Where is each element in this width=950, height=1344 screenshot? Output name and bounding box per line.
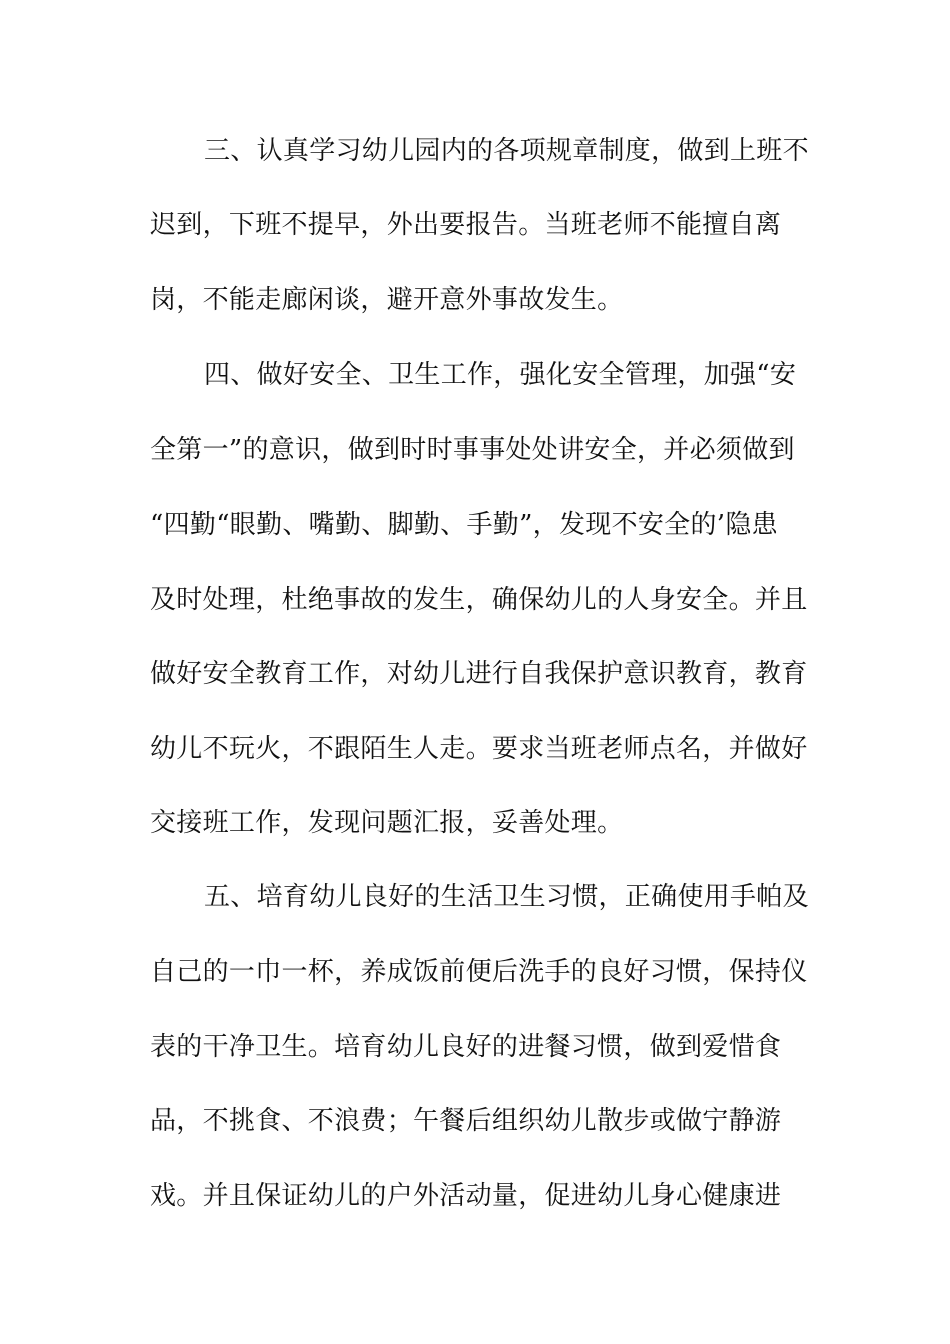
paragraph-line: 品，不挑食、不浪费；午餐后组织幼儿散步或做宁静游 [150, 1106, 782, 1136]
paragraph-line: 戏。并且保证幼儿的户外活动量，促进幼儿身心健康进 [150, 1181, 782, 1211]
paragraph-line: 迟到，下班不提早，外出要报告。当班老师不能擅自离 [150, 210, 782, 240]
paragraph-line: 全第一”的意识，做到时时事事处处讲安全，并必须做到 [150, 435, 795, 465]
paragraph-line: 岗，不能走廊闲谈，避开意外事故发生。 [150, 285, 624, 315]
paragraph-line: “四勤“眼勤、嘴勤、脚勤、手勤”，发现不安全的’隐患 [150, 510, 778, 540]
paragraph-line: 及时处理，杜绝事故的发生，确保幼儿的人身安全。并且 [150, 585, 808, 615]
paragraph-line: 自己的一巾一杯，养成饭前便后洗手的良好习惯，保持仪 [150, 957, 808, 987]
paragraph-line: 做好安全教育工作，对幼儿进行自我保护意识教育，教育 [150, 659, 808, 689]
paragraph-line: 五、培育幼儿良好的生活卫生习惯，正确使用手帕及 [204, 882, 809, 912]
paragraph-line: 表的干净卫生。培育幼儿良好的进餐习惯，做到爱惜食 [150, 1032, 782, 1062]
paragraph-line: 交接班工作，发现问题汇报，妥善处理。 [150, 808, 624, 838]
paragraph-line: 四、做好安全、卫生工作，强化安全管理，加强“安 [204, 360, 797, 390]
paragraph-line: 三、认真学习幼儿园内的各项规章制度，做到上班不 [204, 136, 809, 166]
paragraph-line: 幼儿不玩火，不跟陌生人走。要求当班老师点名，并做好 [150, 734, 808, 764]
